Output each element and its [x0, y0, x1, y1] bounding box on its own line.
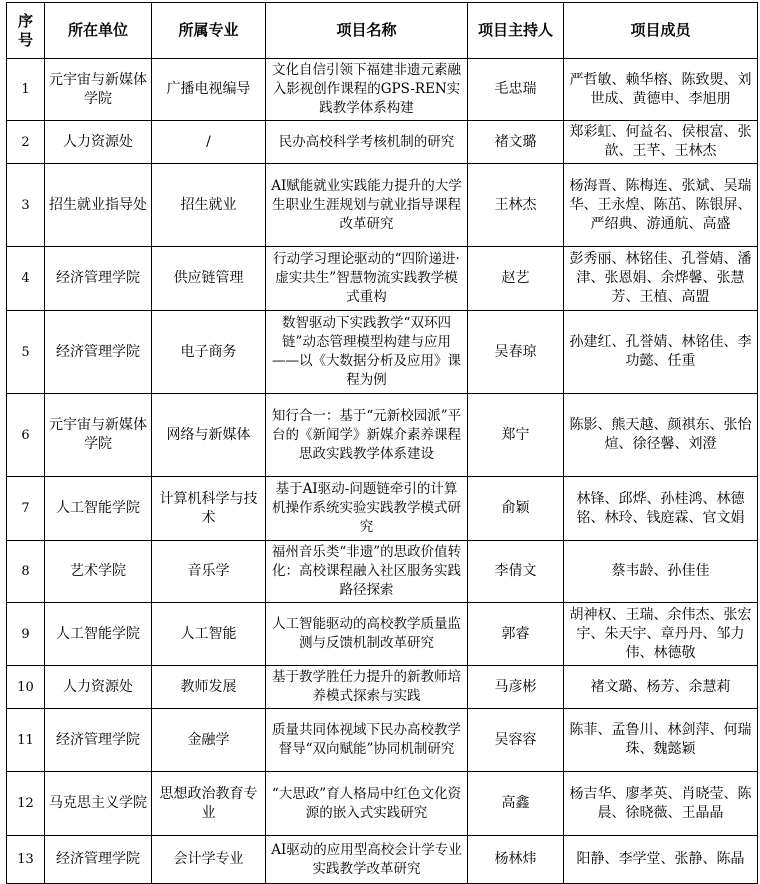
table-row [7, 59, 758, 121]
cell-unit: 经济管理学院 [45, 836, 152, 884]
cell-major: 音乐学 [152, 541, 266, 603]
cell-host: 赵艺 [468, 247, 564, 311]
cell-members: 陈菲、孟鲁川、林剑萍、何瑞珠、魏懿颖 [564, 709, 758, 772]
table-row [7, 772, 758, 836]
table-row [7, 121, 758, 164]
cell-major: / [152, 121, 266, 164]
header-index: 序号 [7, 3, 45, 59]
cell-members: 严哲敏、赖华榕、陈致煛、刘世成、黄德申、李旭朋 [564, 59, 758, 121]
header-row [7, 3, 758, 59]
cell-project-name: 质量共同体视域下民办高校教学督导“双向赋能”协同机制研究 [266, 709, 468, 772]
table-row [7, 666, 758, 709]
cell-host: 吴容容 [468, 709, 564, 772]
table-row [7, 311, 758, 394]
header-host: 项目主持人 [468, 3, 564, 59]
cell-host: 吴春琼 [468, 311, 564, 394]
cell-index: 4 [7, 247, 45, 311]
cell-major: 金融学 [152, 709, 266, 772]
cell-index: 10 [7, 666, 45, 709]
cell-project-name: 数智驱动下实践教学“双环四链”动态管理模型构建与应用——以《大数据分析及应用》课程为例 [266, 311, 468, 394]
cell-major: 思想政治教育专业 [152, 772, 266, 836]
header-unit: 所在单位 [45, 3, 152, 59]
cell-project-name: 基于教学胜任力提升的新教师培养模式探索与实践 [266, 666, 468, 709]
cell-unit: 艺术学院 [45, 541, 152, 603]
cell-index: 7 [7, 477, 45, 541]
cell-members: 阳静、李学堂、张静、陈晶 [564, 836, 758, 884]
cell-project-name: 文化自信引领下福建非遗元素融入影视创作课程的GPS-REN实践教学体系构建 [266, 59, 468, 121]
cell-project-name: 知行合一：基于“元新校园派”平台的《新闻学》新媒介素养课程思政实践教学体系建设 [266, 394, 468, 477]
cell-index: 8 [7, 541, 45, 603]
table-row [7, 394, 758, 477]
cell-major: 网络与新媒体 [152, 394, 266, 477]
cell-host: 杨林炜 [468, 836, 564, 884]
cell-host: 马彦彬 [468, 666, 564, 709]
cell-project-name: 民办高校科学考核机制的研究 [266, 121, 468, 164]
cell-host: 李倩文 [468, 541, 564, 603]
table-row [7, 603, 758, 666]
cell-host: 王林杰 [468, 164, 564, 247]
header-project-name: 项目名称 [266, 3, 468, 59]
cell-major: 教师发展 [152, 666, 266, 709]
cell-project-name: 行动学习理论驱动的“四阶递进·虚实共生”智慧物流实践教学模式重构 [266, 247, 468, 311]
table-row [7, 541, 758, 603]
cell-unit: 招生就业指导处 [45, 164, 152, 247]
cell-project-name: “大思政”育人格局中红色文化资源的嵌入式实践研究 [266, 772, 468, 836]
header-members: 项目成员 [564, 3, 758, 59]
cell-members: 蔡韦龄、孙佳佳 [564, 541, 758, 603]
cell-members: 杨海晋、陈梅连、张斌、吴瑞华、王永煌、陈茁、陈银屏、严绍典、游通航、高盛 [564, 164, 758, 247]
cell-unit: 人力资源处 [45, 121, 152, 164]
cell-index: 13 [7, 836, 45, 884]
cell-unit: 人力资源处 [45, 666, 152, 709]
cell-index: 2 [7, 121, 45, 164]
cell-unit: 元宇宙与新媒体学院 [45, 59, 152, 121]
cell-index: 6 [7, 394, 45, 477]
cell-members: 褚文璐、杨芳、余慧莉 [564, 666, 758, 709]
cell-members: 孙建红、孔誉婧、林铭佳、李功懿、任重 [564, 311, 758, 394]
cell-index: 5 [7, 311, 45, 394]
cell-members: 胡神权、王瑞、余伟杰、张宏宇、朱天宇、章丹丹、邹力伟、林德敬 [564, 603, 758, 666]
cell-members: 陈影、熊天越、颜祺东、张怡煊、徐径馨、刘澄 [564, 394, 758, 477]
cell-major: 电子商务 [152, 311, 266, 394]
cell-project-name: 人工智能驱动的高校教学质量监测与反馈机制改革研究 [266, 603, 468, 666]
cell-unit: 马克思主义学院 [45, 772, 152, 836]
cell-index: 9 [7, 603, 45, 666]
cell-host: 郭睿 [468, 603, 564, 666]
cell-unit: 元宇宙与新媒体学院 [45, 394, 152, 477]
project-table [6, 2, 758, 884]
cell-members: 彭秀丽、林铭佳、孔誉婧、潘津、张恩娟、余烨馨、张慧芳、王植、高盟 [564, 247, 758, 311]
cell-unit: 经济管理学院 [45, 311, 152, 394]
cell-index: 3 [7, 164, 45, 247]
header-major: 所属专业 [152, 3, 266, 59]
cell-host: 高鑫 [468, 772, 564, 836]
cell-unit: 经济管理学院 [45, 247, 152, 311]
cell-project-name: AI驱动的应用型高校会计学专业实践教学改革研究 [266, 836, 468, 884]
cell-project-name: 福州音乐类“非遗”的思政价值转化：高校课程融入社区服务实践路径探索 [266, 541, 468, 603]
cell-index: 12 [7, 772, 45, 836]
cell-major: 供应链管理 [152, 247, 266, 311]
cell-project-name: 基于AI驱动-问题链牵引的计算机操作系统实验实践教学模式研究 [266, 477, 468, 541]
cell-major: 会计学专业 [152, 836, 266, 884]
cell-host: 俞颖 [468, 477, 564, 541]
cell-members: 杨吉华、廖孝英、肖晓莹、陈晨、徐晓薇、王晶晶 [564, 772, 758, 836]
cell-host: 毛忠瑞 [468, 59, 564, 121]
cell-host: 褚文璐 [468, 121, 564, 164]
cell-members: 郑彩虹、何益名、侯根富、张歆、王芊、王林杰 [564, 121, 758, 164]
cell-unit: 人工智能学院 [45, 603, 152, 666]
cell-unit: 人工智能学院 [45, 477, 152, 541]
cell-project-name: AI赋能就业实践能力提升的大学生职业生涯规划与就业指导课程改革研究 [266, 164, 468, 247]
cell-major: 招生就业 [152, 164, 266, 247]
cell-major: 广播电视编导 [152, 59, 266, 121]
table-row [7, 709, 758, 772]
table-row [7, 477, 758, 541]
cell-index: 1 [7, 59, 45, 121]
cell-members: 林锋、邱烨、孙桂鸿、林德铭、林玲、钱庭霖、官文娟 [564, 477, 758, 541]
cell-major: 人工智能 [152, 603, 266, 666]
table-row [7, 247, 758, 311]
cell-host: 郑宁 [468, 394, 564, 477]
table-row [7, 836, 758, 884]
cell-major: 计算机科学与技术 [152, 477, 266, 541]
table-row [7, 164, 758, 247]
cell-unit: 经济管理学院 [45, 709, 152, 772]
cell-index: 11 [7, 709, 45, 772]
